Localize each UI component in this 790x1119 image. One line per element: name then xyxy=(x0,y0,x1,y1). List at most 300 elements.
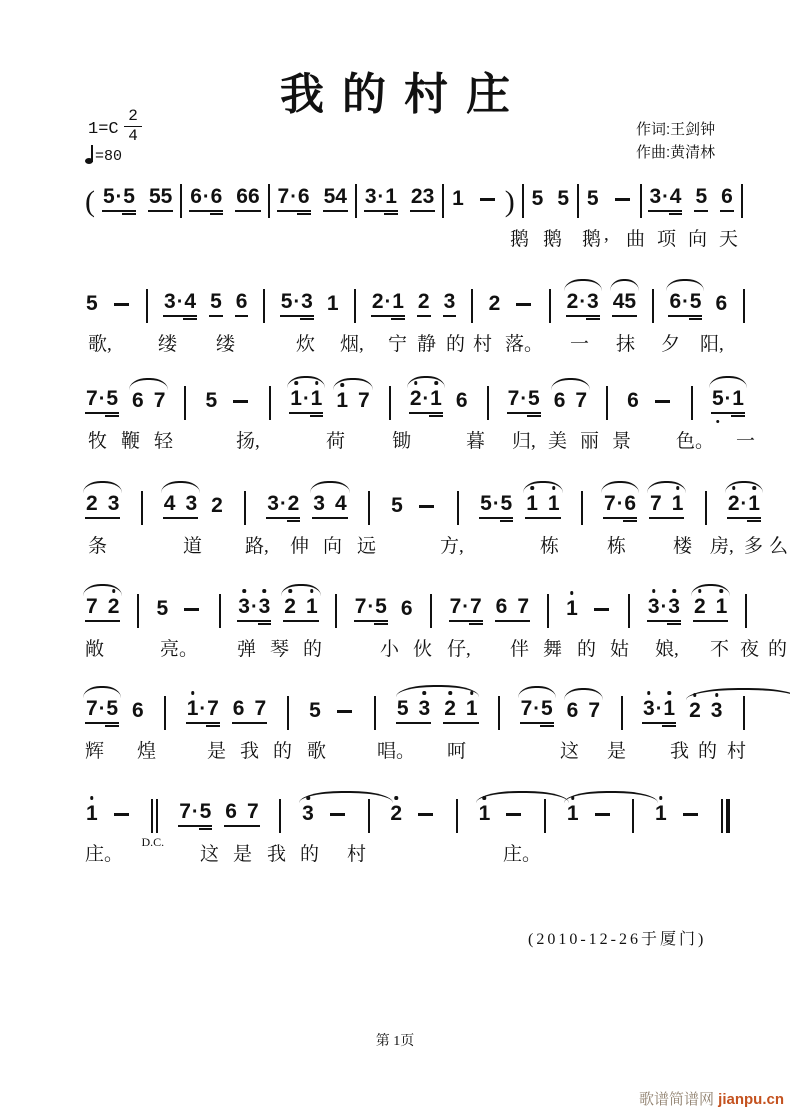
lyric-syllable: 远 xyxy=(357,536,377,557)
duration-dot: · xyxy=(199,698,207,720)
note-group xyxy=(205,390,252,414)
note: 2 xyxy=(410,388,422,410)
note: 3 xyxy=(711,700,723,722)
note: 7 xyxy=(86,595,98,618)
note: 1 xyxy=(748,493,760,515)
note: 1 xyxy=(663,698,675,720)
lyric-syllable: 不 xyxy=(710,639,730,660)
note: 3 xyxy=(648,596,660,618)
note-group xyxy=(354,596,414,622)
note: 1 xyxy=(311,388,323,410)
lyric-syllable: 姑 xyxy=(610,639,630,660)
lyric-syllable: 一 xyxy=(736,431,756,452)
note-group xyxy=(85,596,120,622)
lyric-syllable: 煌 xyxy=(137,741,157,762)
note: 2 xyxy=(390,803,402,825)
slur-arc xyxy=(281,584,320,596)
lyric-syllable: 的 xyxy=(698,741,718,762)
beam-unit xyxy=(210,495,224,519)
lyric-syllable: 鞭 xyxy=(121,431,141,452)
beam-unit xyxy=(488,293,502,317)
note: 6 xyxy=(721,185,733,208)
lyric-syllable: 我 xyxy=(670,741,690,762)
note: 6 xyxy=(132,389,144,412)
lyric-syllable: 路, xyxy=(245,536,269,557)
note-group xyxy=(280,291,340,317)
slur-arc xyxy=(666,279,704,291)
barline xyxy=(184,386,186,420)
duration-dot: · xyxy=(377,186,385,208)
lyrics-row xyxy=(85,224,743,250)
dash-extension xyxy=(683,813,698,816)
lyric-syllable: 向 xyxy=(688,229,708,250)
lyric-syllable: 美 xyxy=(548,431,568,452)
lyrics-row xyxy=(85,839,730,865)
music-system-2 xyxy=(85,275,745,361)
note-group xyxy=(308,700,355,724)
notation-row xyxy=(85,477,761,519)
lyric-syllable: 么 xyxy=(769,536,789,557)
quarter-note-icon xyxy=(85,158,93,164)
note-group xyxy=(478,803,525,827)
note: 7 xyxy=(86,697,98,720)
lyric-syllable: 庄。 xyxy=(503,844,542,865)
beam-unit xyxy=(205,390,219,414)
lyric-syllable: 抹 xyxy=(616,334,636,355)
note: 2 xyxy=(108,596,120,618)
beam-unit xyxy=(85,698,119,724)
beam-unit xyxy=(289,388,323,414)
music-system-1 xyxy=(85,170,743,256)
beam-unit xyxy=(647,596,681,622)
note: 3 xyxy=(107,492,120,515)
beam-unit xyxy=(163,493,198,519)
note: 2 xyxy=(444,698,456,720)
lyric-syllable: 村 xyxy=(727,741,747,762)
barline xyxy=(471,289,473,323)
beam-unit xyxy=(283,596,318,622)
slur-arc xyxy=(129,378,168,390)
note: 7 xyxy=(153,389,166,412)
duration-dot: · xyxy=(98,388,106,410)
beam-unit xyxy=(652,400,673,414)
credits xyxy=(636,118,715,164)
octave-dot-above xyxy=(242,589,246,593)
beam-unit xyxy=(711,388,745,414)
note-group xyxy=(654,803,701,827)
slur-arc xyxy=(564,279,602,291)
note: 1 xyxy=(392,290,404,313)
lyric-syllable: 伴 xyxy=(510,639,530,660)
note: 3 xyxy=(649,185,662,208)
duration-dot: · xyxy=(492,493,500,515)
slur-arc xyxy=(523,481,562,493)
beam-unit xyxy=(389,803,403,827)
beam-unit xyxy=(266,493,300,519)
note: 1 xyxy=(548,493,560,515)
duration-dot: · xyxy=(384,291,392,313)
note: 3 xyxy=(164,290,176,313)
double-barline xyxy=(141,799,165,849)
octave-dot-above xyxy=(667,691,671,695)
lyric-syllable: 项 xyxy=(657,229,677,250)
note-group xyxy=(85,803,132,827)
note: 5 xyxy=(106,697,119,720)
beam-unit xyxy=(415,813,436,827)
dash-extension xyxy=(594,608,609,611)
octave-dot-above xyxy=(672,589,676,593)
slur-arc xyxy=(83,481,122,493)
note: 3 xyxy=(422,185,435,208)
composition-date: (2010-12-26于厦门) xyxy=(528,931,707,948)
time-signature xyxy=(124,108,142,145)
note: 5 xyxy=(500,492,513,515)
beam-unit xyxy=(235,186,260,212)
beam-unit xyxy=(280,291,314,317)
note-group xyxy=(626,390,673,414)
note-group xyxy=(479,493,560,519)
note-group xyxy=(603,493,684,519)
beam-unit xyxy=(591,608,612,622)
music-system-7 xyxy=(85,785,730,871)
beam-unit xyxy=(131,700,145,724)
note-group xyxy=(186,698,267,724)
lyric-syllable: 的 xyxy=(303,639,323,660)
octave-dot-above xyxy=(263,589,267,593)
lyric-syllable: 村 xyxy=(347,844,367,865)
lyric-syllable: 条 xyxy=(88,536,108,557)
beam-unit xyxy=(237,596,271,622)
barline xyxy=(244,491,246,525)
note: 7 xyxy=(650,492,662,515)
duration-dot: · xyxy=(191,801,199,823)
duration-dot: · xyxy=(682,291,689,313)
note: 1 xyxy=(430,388,442,410)
note: 7 xyxy=(254,697,267,720)
barline xyxy=(151,799,153,833)
beam-unit xyxy=(694,186,708,212)
note: 5 xyxy=(689,290,702,313)
composer-credit: 作曲:黄清林 xyxy=(636,144,716,161)
note: 1 xyxy=(716,596,728,618)
watermark xyxy=(639,1088,784,1109)
notation-row xyxy=(85,580,747,622)
beam-unit xyxy=(189,186,223,212)
beam-unit xyxy=(478,803,492,827)
barline xyxy=(180,184,182,218)
time-signature-numerator: 2 xyxy=(128,107,138,125)
tie-arc xyxy=(686,688,790,700)
beam-unit xyxy=(586,188,600,212)
barline xyxy=(745,594,747,628)
note: 5 xyxy=(102,185,115,208)
note-group xyxy=(85,293,132,317)
note: 4 xyxy=(669,185,682,208)
lyric-syllable: 舞 xyxy=(543,639,563,660)
beam-unit xyxy=(85,293,99,317)
beam-unit xyxy=(451,188,465,212)
note: 2 xyxy=(488,292,501,315)
beam-unit xyxy=(327,813,348,827)
lyric-syllable: 阳, xyxy=(700,334,724,355)
lyric-syllable: 景 xyxy=(612,431,632,452)
beam-unit xyxy=(102,186,136,212)
note: 7 xyxy=(277,185,290,208)
duration-dot: · xyxy=(176,291,184,313)
barline xyxy=(632,799,634,833)
lyric-syllable: , xyxy=(604,224,609,245)
barline xyxy=(219,594,221,628)
note-group xyxy=(711,388,745,414)
note: 6 xyxy=(455,389,468,412)
beam-unit xyxy=(443,291,457,317)
note: 5 xyxy=(480,492,492,515)
beam-unit xyxy=(178,801,212,827)
beam-unit xyxy=(503,813,524,827)
octave-dot-above xyxy=(652,589,656,593)
dash-extension xyxy=(480,198,495,201)
dash-extension xyxy=(595,813,610,816)
barline xyxy=(268,184,270,218)
barline xyxy=(430,594,432,628)
beam-unit xyxy=(354,596,388,622)
lyric-syllable: 的 xyxy=(446,334,466,355)
note: 6 xyxy=(225,800,237,823)
beam-unit xyxy=(566,700,601,724)
slur-arc xyxy=(83,584,122,596)
dash-extension xyxy=(506,813,521,816)
slur-arc xyxy=(647,481,686,493)
barline xyxy=(368,799,370,833)
beam-unit xyxy=(390,495,404,519)
lyric-syllable: 色。 xyxy=(676,431,715,452)
slur-arc xyxy=(161,481,200,493)
slur-arc xyxy=(83,686,121,698)
barline xyxy=(456,799,458,833)
duration-dot: · xyxy=(202,186,210,208)
note: 2 xyxy=(694,596,706,618)
barline xyxy=(743,696,745,730)
parenthesis: ) xyxy=(504,185,515,218)
duration-dot: · xyxy=(533,698,540,720)
note: 6 xyxy=(297,185,310,208)
note: 1 xyxy=(86,803,98,825)
beam-unit xyxy=(364,186,398,212)
note: 1 xyxy=(567,803,579,825)
lyricist-credit: 作词:王剑钟 xyxy=(636,121,716,138)
barline xyxy=(164,696,166,730)
note-group xyxy=(237,596,318,622)
note: 7 xyxy=(588,699,601,722)
notation-row xyxy=(85,170,743,218)
duration-dot: · xyxy=(250,596,258,618)
dash-extension xyxy=(114,813,129,816)
tie-arc xyxy=(476,791,570,803)
lyric-syllable: 呵 xyxy=(447,741,467,762)
beam-unit xyxy=(443,698,478,724)
lyric-syllable: 房, xyxy=(710,536,734,557)
note: 2 xyxy=(287,492,300,515)
note: 4 xyxy=(334,492,347,515)
dc-mark: D.C. xyxy=(141,835,165,849)
barline xyxy=(335,594,337,628)
barline xyxy=(287,696,289,730)
note: 7 xyxy=(449,595,462,618)
beam-unit xyxy=(312,493,347,519)
note-group xyxy=(289,388,370,414)
note: 3 xyxy=(443,290,456,313)
note: 6 xyxy=(553,389,566,412)
dash-extension xyxy=(233,400,248,403)
barline xyxy=(279,799,281,833)
beam-unit xyxy=(668,291,702,317)
note: 6 xyxy=(495,595,508,618)
beam-unit xyxy=(277,186,311,212)
note: 7 xyxy=(604,492,616,515)
note-group xyxy=(566,803,613,827)
note: 7 xyxy=(207,697,219,720)
slur-arc xyxy=(601,481,639,493)
lyrics-row xyxy=(85,531,789,557)
beam-unit xyxy=(155,598,169,622)
beam-unit xyxy=(720,186,734,212)
duration-dot: · xyxy=(98,698,106,720)
note-group xyxy=(531,188,570,212)
lyrics-row xyxy=(85,634,788,660)
note: 1 xyxy=(466,698,478,720)
beam-unit xyxy=(714,293,728,317)
note: 1 xyxy=(290,388,302,410)
lyric-syllable: 道 xyxy=(183,536,203,557)
duration-dot: · xyxy=(662,186,669,208)
note-group xyxy=(301,803,348,827)
lyric-syllable: 一 xyxy=(570,334,590,355)
beam-unit xyxy=(308,700,322,724)
note: 1 xyxy=(452,187,464,210)
slur-arc xyxy=(551,378,590,390)
lyric-syllable: 落。 xyxy=(505,334,544,355)
beam-unit xyxy=(565,598,579,622)
beam-unit xyxy=(553,390,588,414)
beam-unit xyxy=(323,186,348,212)
note: 6 xyxy=(210,185,223,208)
note: 7 xyxy=(86,387,98,410)
note: 3 xyxy=(313,492,325,515)
barline xyxy=(721,799,723,833)
lyric-syllable: 锄 xyxy=(392,431,412,452)
notation-row xyxy=(85,682,745,724)
note: 5 xyxy=(160,185,173,208)
beam-unit xyxy=(232,698,267,724)
note: 7 xyxy=(246,800,259,823)
time-signature-denominator: 4 xyxy=(128,127,138,145)
beam-unit xyxy=(85,596,120,622)
octave-dot-above xyxy=(191,691,195,695)
note: 6 xyxy=(715,292,728,315)
note: 7 xyxy=(358,389,370,412)
note: 6 xyxy=(566,699,579,722)
octave-dot-above xyxy=(90,796,94,800)
lyrics-row xyxy=(85,426,756,452)
final-barline xyxy=(721,799,731,833)
dash-extension xyxy=(330,813,345,816)
note: 2 xyxy=(284,596,296,618)
note: 5 xyxy=(205,389,218,412)
note: 3 xyxy=(267,492,279,515)
barline xyxy=(355,184,357,218)
note-group xyxy=(668,291,728,317)
lyric-syllable: 弹 xyxy=(237,639,257,660)
barline xyxy=(457,491,459,525)
beam-unit xyxy=(556,188,570,212)
lyric-syllable: 栋 xyxy=(540,536,560,557)
barline xyxy=(581,491,583,525)
dash-extension xyxy=(114,303,129,306)
note: 7 xyxy=(354,595,367,618)
note-group xyxy=(163,291,248,317)
note-group xyxy=(85,388,166,414)
note-group xyxy=(451,188,498,212)
note: 1 xyxy=(732,387,744,410)
note: 2 xyxy=(417,290,430,313)
duration-dot: · xyxy=(579,291,587,313)
lyric-syllable: 静 xyxy=(417,334,437,355)
note: 3 xyxy=(668,596,680,618)
beam-unit xyxy=(612,291,637,317)
note: 1 xyxy=(655,803,667,825)
octave-dot-above xyxy=(570,591,574,595)
song-title: 我的村庄 xyxy=(280,70,528,119)
slur-arc xyxy=(518,686,556,698)
barline xyxy=(389,386,391,420)
note: 6 xyxy=(400,597,413,620)
note: 5 xyxy=(199,800,212,823)
note: 7 xyxy=(179,800,191,823)
beam-unit xyxy=(335,390,370,414)
beam-unit xyxy=(85,803,99,827)
duration-dot: · xyxy=(520,388,527,410)
lyric-syllable: 天 xyxy=(719,229,739,250)
octave-dot-above xyxy=(394,796,398,800)
note: 6 xyxy=(247,185,260,208)
lyric-syllable: 我 xyxy=(267,844,287,865)
lyric-syllable: 仔, xyxy=(447,639,471,660)
lyric-syllable: 歌 xyxy=(307,741,327,762)
duration-dot: · xyxy=(724,388,732,410)
duration-dot: · xyxy=(462,596,469,618)
lyric-syllable: 这 xyxy=(200,844,220,865)
beam-unit xyxy=(301,803,315,827)
beam-unit xyxy=(371,291,405,317)
barline xyxy=(498,696,500,730)
barline xyxy=(354,289,356,323)
note: 4 xyxy=(335,185,347,208)
octave-dot-above xyxy=(647,691,651,695)
lyrics-row xyxy=(85,329,745,355)
note-group xyxy=(409,388,469,414)
slur-arc xyxy=(564,688,603,700)
note: 5 xyxy=(540,697,553,720)
note: 7 xyxy=(517,595,530,618)
note: 2 xyxy=(566,290,579,313)
note-group xyxy=(396,698,479,724)
lyric-syllable: 归, xyxy=(512,431,536,452)
note: 2 xyxy=(689,700,701,722)
note: 2 xyxy=(211,494,223,517)
barline xyxy=(487,386,489,420)
lyric-syllable: 夜 xyxy=(740,639,760,660)
barline xyxy=(640,184,642,218)
